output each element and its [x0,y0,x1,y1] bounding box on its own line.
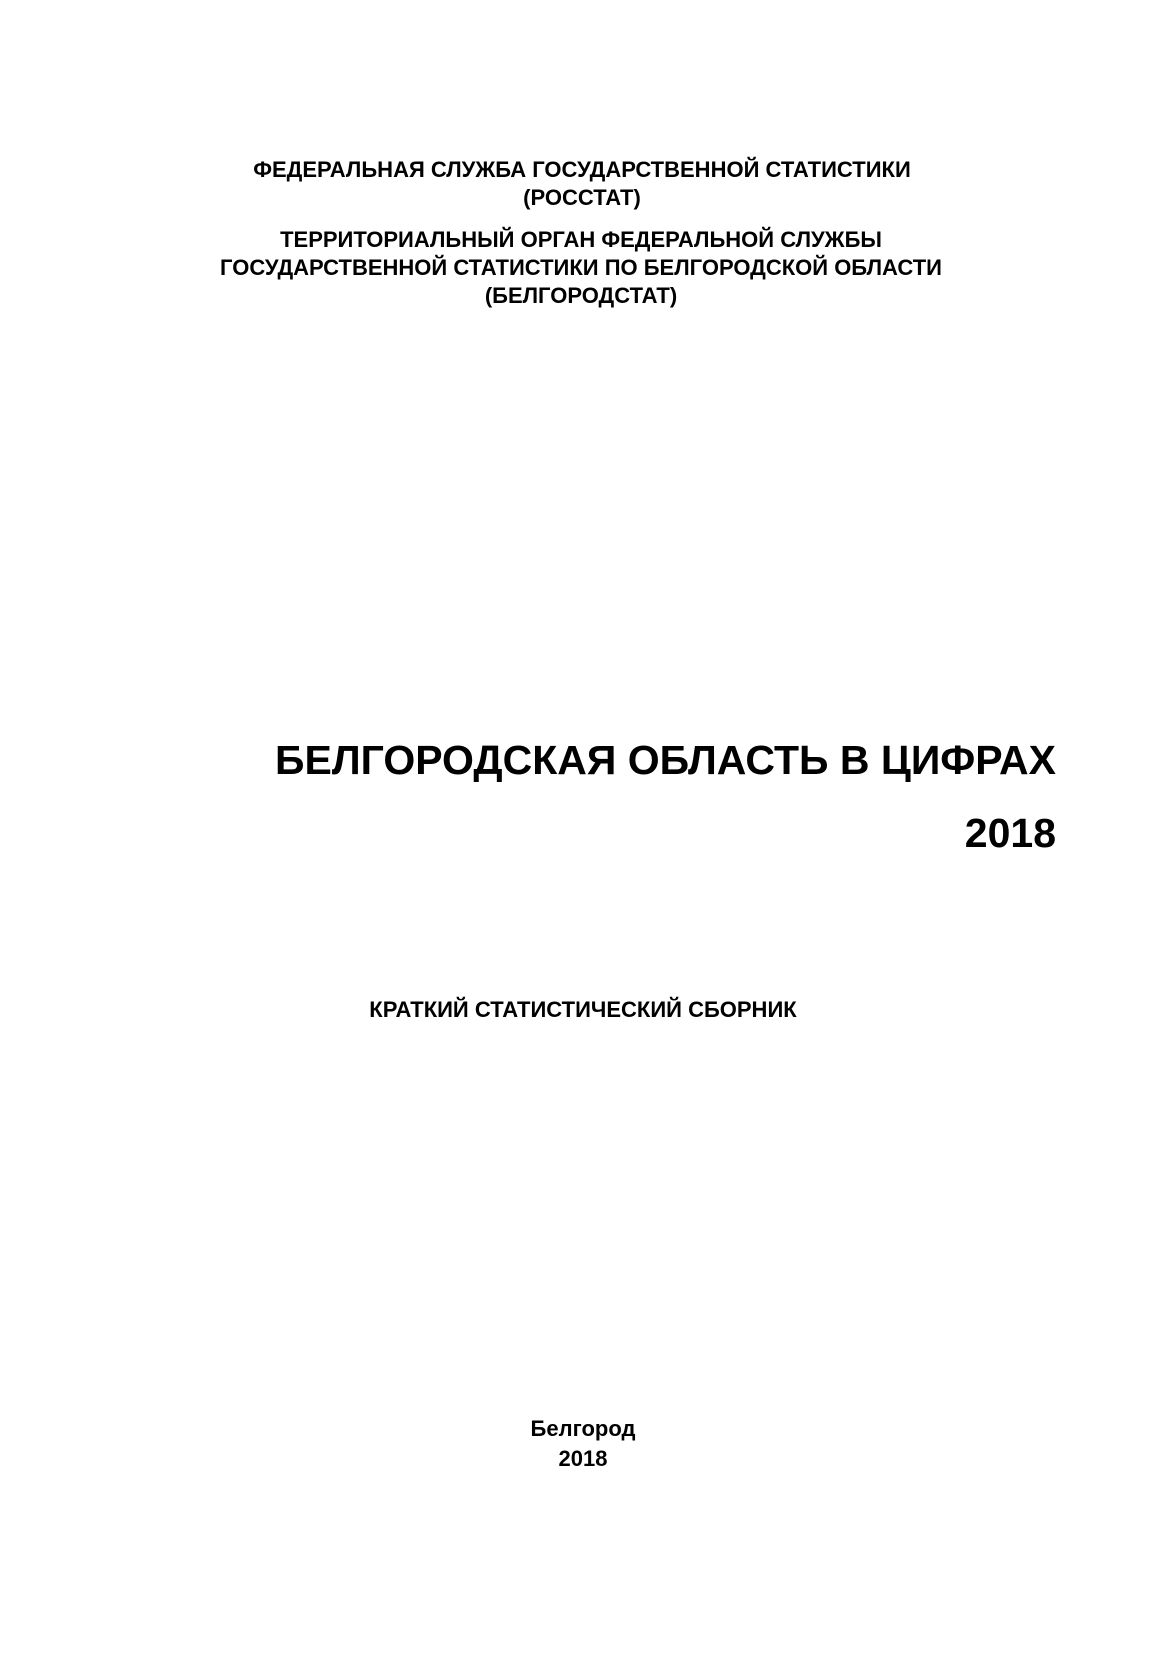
agency-header [0,156,1165,212]
territorial-abbreviation: (БЕЛГОРОДСТАТ) [484,283,678,308]
agency-abbreviation: (РОССТАТ) [523,185,641,210]
imprint-year: 2018 [558,1446,608,1471]
territorial-name-line2: ГОСУДАРСТВЕННОЙ СТАТИСТИКИ ПО БЕЛГОРОДСКОЙ ОБЛАСТИ [220,255,942,280]
agency-name: ФЕДЕРАЛЬНАЯ СЛУЖБА ГОСУДАРСТВЕННОЙ СТАТИСТИКИ [253,157,911,182]
document-title-year: 2018 [964,810,1056,856]
imprint-city: Белгород [530,1416,636,1441]
document-subtitle: КРАТКИЙ СТАТИСТИЧЕСКИЙ СБОРНИК [369,997,797,1022]
document-title: БЕЛГОРОДСКАЯ ОБЛАСТЬ В ЦИФРАХ [275,737,1056,783]
territorial-header [0,226,1164,310]
territorial-name-line1: ТЕРРИТОРИАЛЬНЫЙ ОРГАН ФЕДЕРАЛЬНОЙ СЛУЖБЫ [280,227,882,252]
imprint [0,1414,1166,1474]
